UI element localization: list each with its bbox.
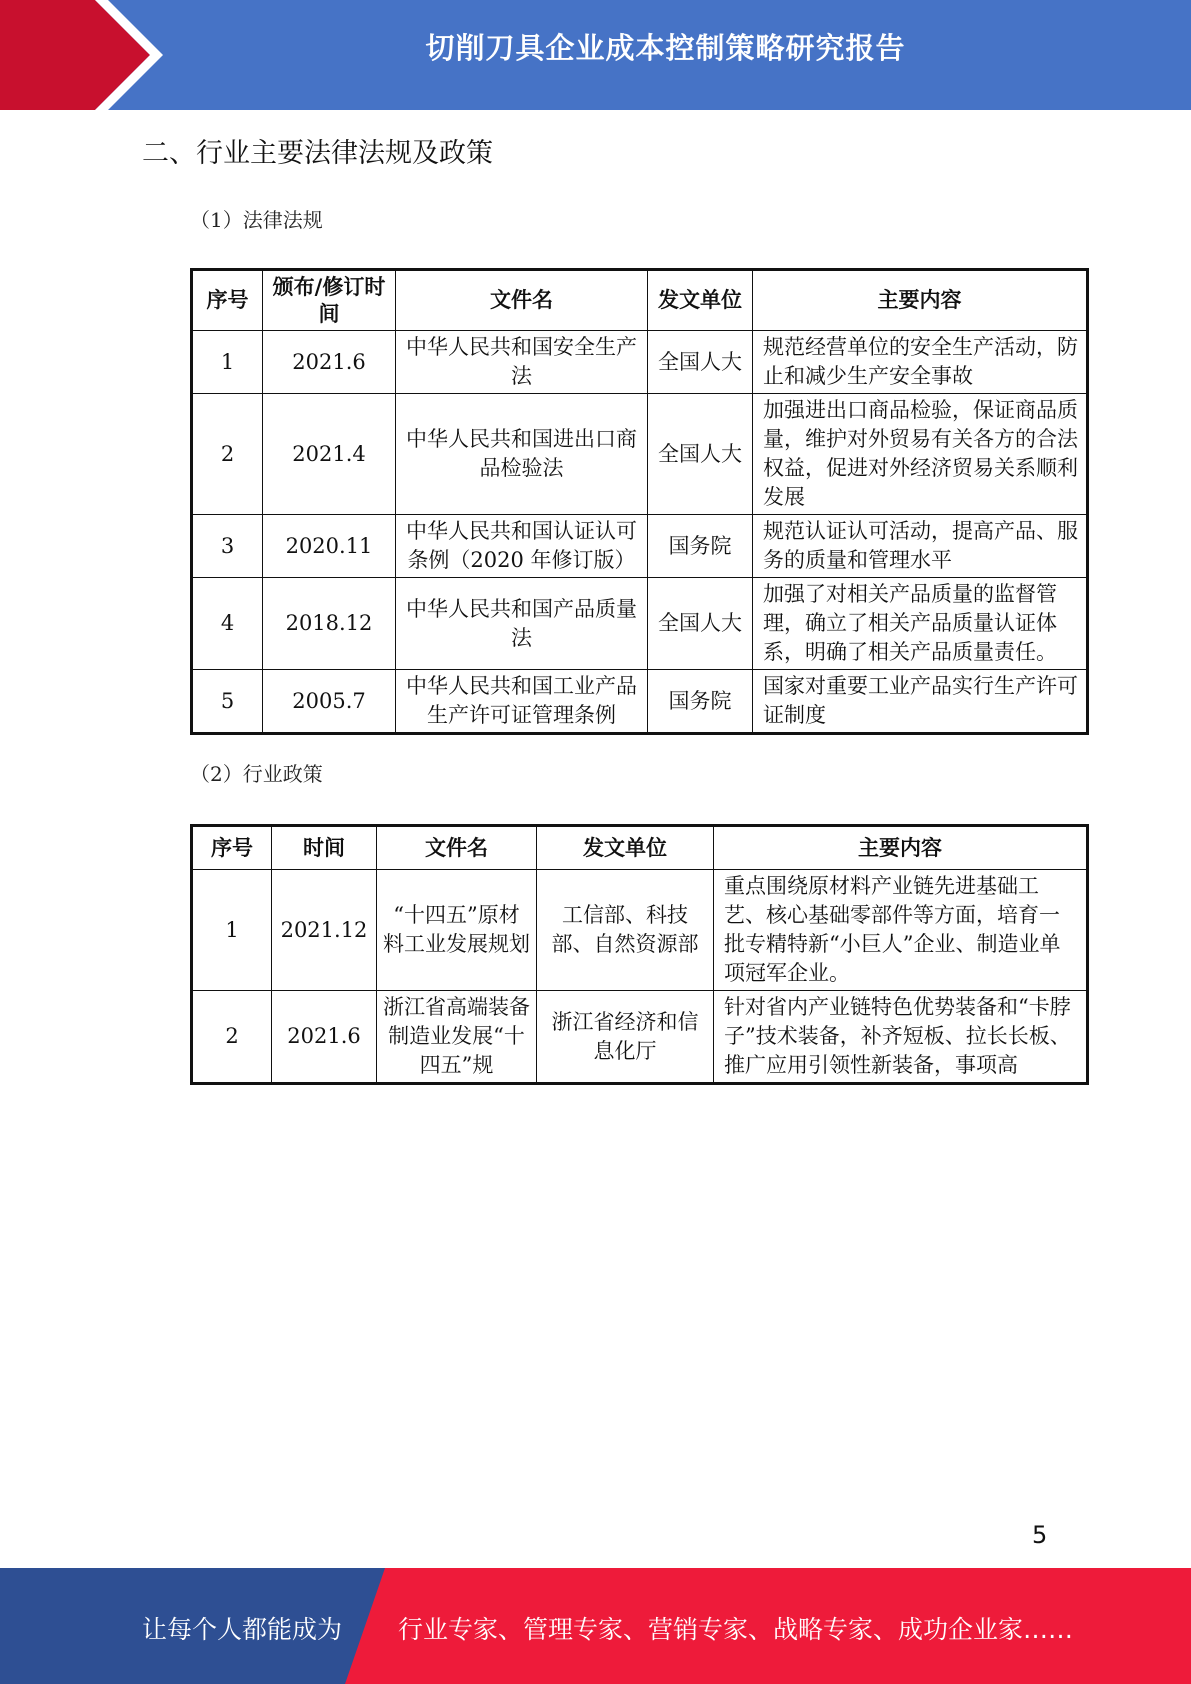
cell-issuer: 全国人大: [648, 331, 753, 394]
cell-date: 2021.12: [272, 870, 377, 991]
report-title: 切削刀具企业成本控制策略研究报告: [425, 31, 906, 65]
cell-index: 3: [192, 515, 263, 578]
table-row: [192, 870, 1088, 991]
header-banner: [0, 0, 1191, 110]
cell-content: 针对省内产业链特色优势装备和“卡脖子”技术装备，补齐短板、拉长长板、推广应用引领性新装备，事项高: [714, 991, 1088, 1084]
cell-date: 2020.11: [263, 515, 396, 578]
cell-doc-name: 中华人民共和国工业产品生产许可证管理条例: [396, 670, 648, 734]
table-row: [192, 331, 1088, 394]
table-row: [192, 991, 1088, 1084]
cell-doc-name: 浙江省高端装备制造业发展“十四五”规: [377, 991, 537, 1084]
cell-date: 2005.7: [263, 670, 396, 734]
cell-content: 规范认证认可活动，提高产品、服务的质量和管理水平: [753, 515, 1088, 578]
cell-content: 国家对重要工业产品实行生产许可证制度: [753, 670, 1088, 734]
cell-doc-name: 中华人民共和国进出口商品检验法: [396, 394, 648, 515]
col-header-date: 时间: [272, 826, 377, 870]
cell-date: 2021.4: [263, 394, 396, 515]
cell-index: 4: [192, 578, 263, 670]
cell-index: 2: [192, 991, 272, 1084]
cell-doc-name: 中华人民共和国产品质量法: [396, 578, 648, 670]
cell-content: 加强进出口商品检验，保证商品质量，维护对外贸易有关各方的合法权益，促进对外经济贸易关系顺利发展: [753, 394, 1088, 515]
cell-doc-name: 中华人民共和国安全生产法: [396, 331, 648, 394]
policies-subtitle: （2）行业政策: [190, 762, 323, 786]
cell-date: 2018.12: [263, 578, 396, 670]
cell-doc-name: 中华人民共和国认证认可条例（2020 年修订版）: [396, 515, 648, 578]
cell-index: 5: [192, 670, 263, 734]
col-header-issuer: 发文单位: [537, 826, 714, 870]
cell-content: 加强了对相关产品质量的监督管理，确立了相关产品质量认证体系，明确了相关产品质量责任。: [753, 578, 1088, 670]
cell-content: 规范经营单位的安全生产活动，防止和减少生产安全事故: [753, 331, 1088, 394]
col-header-date: 颁布/修订时间: [263, 270, 396, 331]
col-header-index: 序号: [192, 826, 272, 870]
footer-slogan-right: 行业专家、管理专家、营销专家、战略专家、成功企业家……: [398, 1615, 1074, 1644]
policies-table: [190, 824, 1089, 1085]
cell-content: 重点围绕原材料产业链先进基础工艺、核心基础零部件等方面，培育一批专精特新“小巨人”企业、制造业单项冠军企业。: [714, 870, 1088, 991]
table-header-row: [192, 826, 1088, 870]
footer-banner: [0, 1568, 1191, 1684]
col-header-content: 主要内容: [753, 270, 1088, 331]
cell-doc-name: “十四五”原材料工业发展规划: [377, 870, 537, 991]
table-row: [192, 394, 1088, 515]
cell-issuer: 全国人大: [648, 578, 753, 670]
cell-date: 2021.6: [263, 331, 396, 394]
col-header-index: 序号: [192, 270, 263, 331]
cell-issuer: 全国人大: [648, 394, 753, 515]
cell-index: 1: [192, 331, 263, 394]
footer-slogan-left: 让每个人都能成为: [142, 1615, 343, 1644]
cell-date: 2021.6: [272, 991, 377, 1084]
table-row: [192, 578, 1088, 670]
table-row: [192, 670, 1088, 734]
red-chevron-shape: [0, 0, 150, 110]
cell-issuer: 国务院: [648, 515, 753, 578]
table-row: [192, 515, 1088, 578]
laws-table: [190, 268, 1089, 735]
col-header-doc-name: 文件名: [396, 270, 648, 331]
cell-index: 2: [192, 394, 263, 515]
page-number: 5: [1032, 1521, 1048, 1549]
table-header-row: [192, 270, 1088, 331]
cell-issuer: 国务院: [648, 670, 753, 734]
cell-index: 1: [192, 870, 272, 991]
col-header-content: 主要内容: [714, 826, 1088, 870]
col-header-issuer: 发文单位: [648, 270, 753, 331]
laws-subtitle: （1）法律法规: [190, 208, 323, 232]
col-header-doc-name: 文件名: [377, 826, 537, 870]
cell-issuer: 浙江省经济和信息化厅: [537, 991, 714, 1084]
cell-issuer: 工信部、科技部、自然资源部: [537, 870, 714, 991]
section-title: 二、行业主要法律法规及政策: [142, 138, 493, 169]
